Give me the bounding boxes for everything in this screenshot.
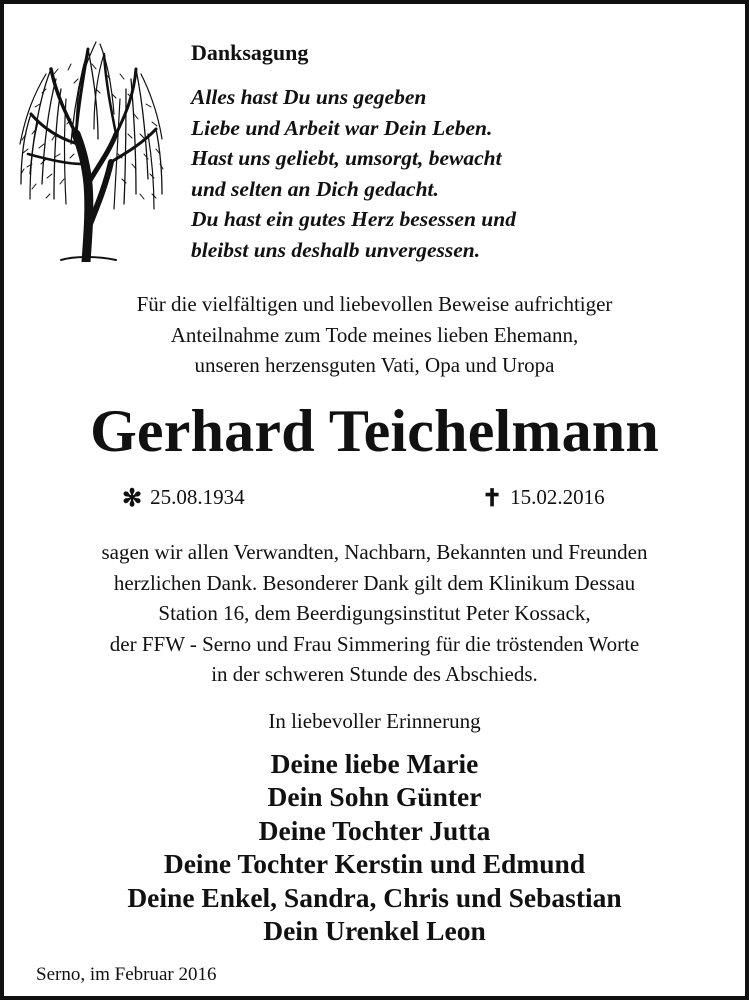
- thanks-line: sagen wir allen Verwandten, Nachbarn, Bekannten und Freunden: [101, 540, 648, 564]
- poem-line: Hast uns geliebt, umsorgt, bewacht: [191, 146, 502, 171]
- life-dates: [4, 484, 745, 514]
- birth-date: [122, 484, 245, 513]
- thanks-line: der FFW - Serno und Frau Simmering für die tröstenden Worte: [109, 631, 640, 656]
- thanks-line: Station 16, dem Beerdigungsinstitut Peter Kossack,: [158, 601, 591, 625]
- poem: [191, 82, 516, 266]
- signer: Deine Tochter Kerstin und Edmund: [163, 848, 586, 880]
- place-date: Serno, im Februar 2016: [36, 964, 217, 985]
- intro-line: unseren herzensguten Vati, Opa und Uropa: [194, 353, 555, 377]
- birth-date-value: 25.08.1934: [150, 485, 245, 509]
- poem-line: bleibst uns deshalb unvergessen.: [191, 237, 481, 262]
- thanks-line: herzlichen Dank. Besonderer Dank gilt dem Klinikum Dessau: [113, 570, 636, 595]
- heading-danksagung: Danksagung: [191, 40, 309, 65]
- death-date-value: 15.02.2016: [510, 485, 605, 509]
- signer: Dein Urenkel Leon: [263, 915, 486, 947]
- poem-line: Alles hast Du uns gegeben: [191, 85, 427, 109]
- poem-line: Liebe und Arbeit war Dein Leben.: [191, 115, 493, 140]
- intro-text: [4, 289, 745, 381]
- cross-icon: ✝: [482, 486, 503, 512]
- intro-line: Anteilnahme zum Tode meines lieben Ehemann,: [170, 322, 579, 347]
- memory-line: In liebevoller Erinnerung: [268, 709, 481, 733]
- poem-line: und selten an Dich gedacht.: [191, 176, 439, 201]
- signer: Dein Sohn Günter: [267, 781, 482, 813]
- intro-line: Für die vielfältigen und liebevollen Beweise aufrichtiger: [136, 292, 613, 316]
- deceased-name: Gerhard Teichelmann: [90, 398, 659, 464]
- death-date: [482, 484, 605, 513]
- thanks-text: [4, 537, 745, 690]
- willow-tree-icon: [16, 34, 166, 262]
- thanks-line: in der schweren Stunde des Abschieds.: [211, 662, 538, 686]
- asterisk-icon: ✻: [122, 486, 143, 512]
- signers-list: [4, 747, 745, 947]
- poem-line: Du hast ein gutes Herz besessen und: [191, 207, 516, 232]
- signer: Deine Tochter Jutta: [258, 814, 491, 846]
- signer: Deine Enkel, Sandra, Chris und Sebastian: [127, 881, 622, 913]
- signer: Deine liebe Marie: [270, 748, 479, 779]
